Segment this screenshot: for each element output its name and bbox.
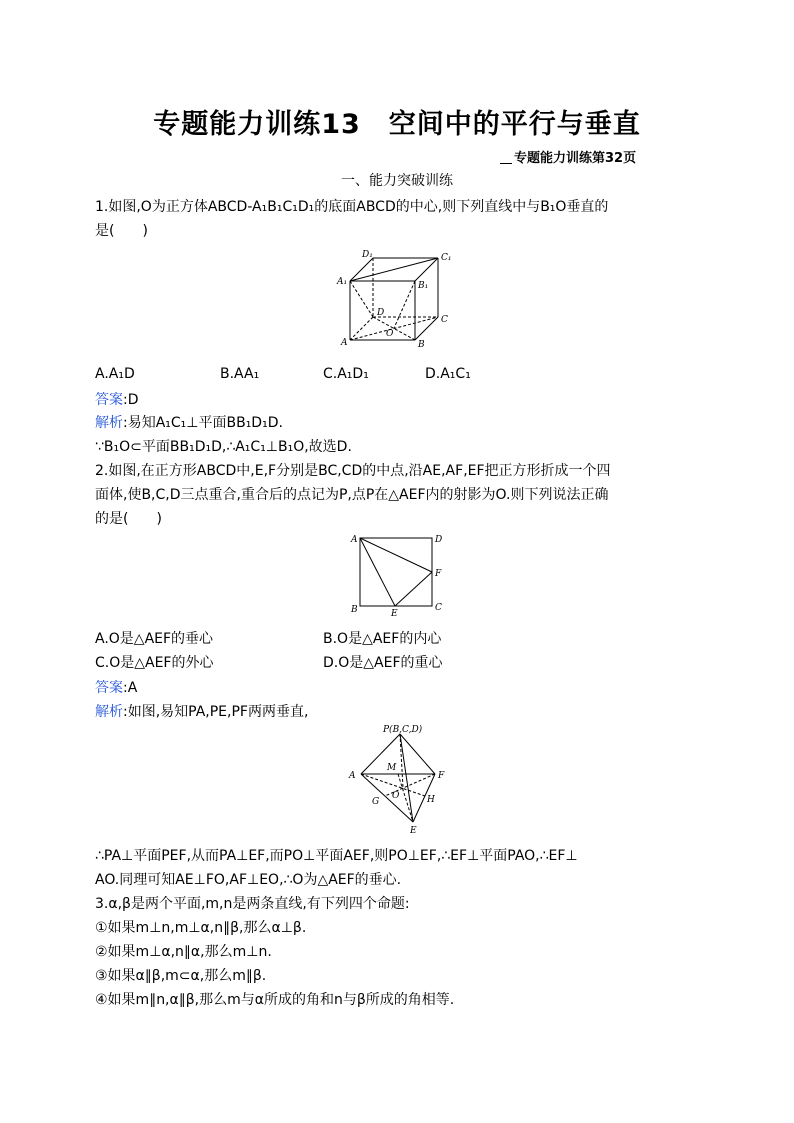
q2-option-a: A.O是△AEF的垂心 [95, 631, 214, 647]
tet-label-H: H [427, 795, 435, 805]
q2-stem-line3: 的是( ) [95, 511, 162, 527]
q2-stem-line2: 面体,使B,C,D三点重合,重合后的点记为P,点P在△AEF内的射影为O.则下列说法正确 [95, 487, 609, 503]
q2-solution-line2: ∴PA⊥平面PEF,从而PA⊥EF,而PO⊥平面AEF,则PO⊥EF,∴EF⊥平面PAO,∴EF⊥ [95, 848, 578, 864]
label-C1: C₁ [441, 253, 452, 263]
q1-option-a: A.A₁D [95, 366, 135, 382]
q1-answer: 答案:D [95, 392, 139, 408]
q1-solution-line2: ∵B₁O⊂平面BB₁D₁D,∴A₁C₁⊥B₁O,故选D. [95, 439, 352, 455]
section-heading: 一、能力突破训练 [341, 173, 453, 189]
sq-label-A: A [351, 535, 358, 545]
q1-stem-line1: 1.如图,O为正方体ABCD-A₁B₁C₁D₁的底面ABCD的中心,则下列直线中与B₁O垂直的 [95, 199, 609, 215]
sq-label-D: D [435, 535, 443, 545]
tet-label-O: O [392, 791, 400, 801]
q3-item-3: ③如果α∥β,m⊂α,那么m∥β. [95, 968, 267, 984]
sq-label-B: B [351, 605, 358, 615]
label-A: A [341, 338, 348, 348]
tetrahedron-figure [345, 722, 455, 837]
q2-solution-line3: AO.同理可知AE⊥FO,AF⊥EO,∴O为△AEF的垂心. [95, 872, 402, 888]
tet-label-E: E [410, 826, 417, 836]
label-B1: B₁ [418, 281, 429, 291]
q1-option-b: B.AA₁ [220, 366, 260, 382]
q3-item-2: ②如果m⊥α,n∥α,那么m⊥n. [95, 944, 272, 960]
q1-option-c: C.A₁D₁ [323, 366, 369, 382]
q1-option-d: D.A₁C₁ [425, 366, 471, 382]
page-title: 专题能力训练13 空间中的平行与垂直 [153, 109, 641, 140]
tet-label-P: P(B,C,D) [383, 725, 423, 735]
q3-stem: 3.α,β是两个平面,m,n是两条直线,有下列四个命题: [95, 896, 410, 912]
label-A1: A₁ [337, 277, 348, 287]
sq-label-C: C [435, 603, 442, 613]
q2-solution-line1: 解析:如图,易知PA,PE,PF两两垂直, [95, 704, 309, 720]
label-D1: D₁ [362, 250, 373, 260]
q2-option-d: D.O是△AEF的重心 [323, 655, 443, 671]
q2-stem-line1: 2.如图,在正方形ABCD中,E,F分别是BC,CD的中点,沿AE,AF,EF把正方形折成一个四 [95, 463, 611, 479]
cube-figure [335, 248, 460, 350]
q2-option-c: C.O是△AEF的外心 [95, 655, 214, 671]
tet-label-M: M [387, 763, 397, 773]
label-D: D [377, 308, 385, 318]
sq-label-F: F [435, 569, 442, 579]
label-O: O [386, 329, 394, 339]
q1-solution-line1: 解析:易知A₁C₁⊥平面BB₁D₁D. [95, 415, 283, 431]
q3-item-1: ①如果m⊥n,m⊥α,n∥β,那么α⊥β. [95, 920, 307, 936]
q2-answer: 答案:A [95, 680, 138, 696]
page-reference: 专题能力训练第32页 [500, 147, 636, 166]
tet-label-A: A [349, 771, 356, 781]
sq-label-E: E [391, 609, 398, 616]
q2-option-b: B.O是△AEF的内心 [323, 631, 442, 647]
q1-stem-line2: 是( ) [95, 223, 148, 239]
q3-item-4: ④如果m∥n,α∥β,那么m与α所成的角和n与β所成的角相等. [95, 992, 455, 1008]
label-B: B [418, 340, 425, 350]
tet-label-F: F [438, 771, 445, 781]
tet-label-G: G [372, 797, 380, 807]
square-figure [348, 530, 448, 616]
label-C: C [441, 315, 448, 325]
